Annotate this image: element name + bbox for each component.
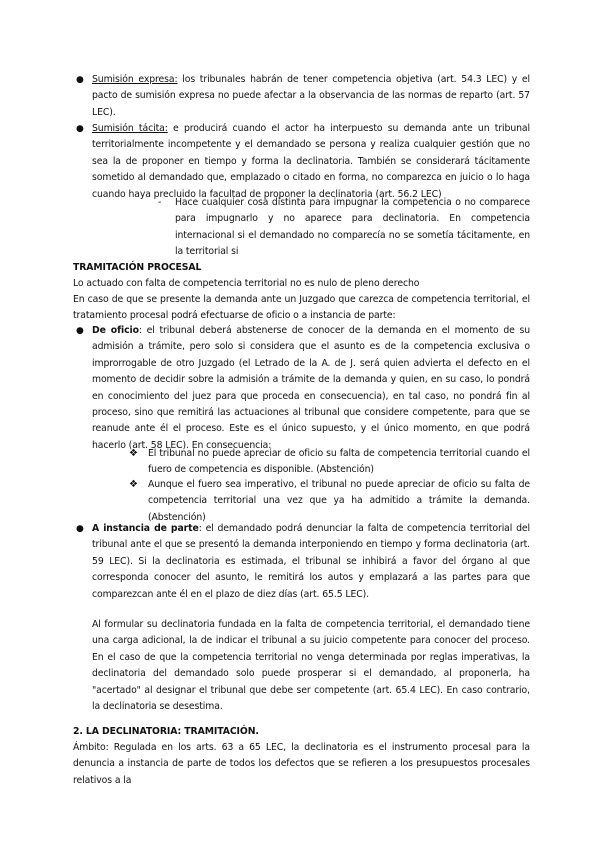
bullet-icon: ● [76,524,84,534]
paragraph-line: Lo actuado con falta de competencia territorial no es nulo de pleno derecho [73,278,420,289]
term-sumision-expresa: Sumisión expresa: [92,74,178,85]
paragraph-instancia-2: Al formular su declinatoria fundada en la falta de competencia territorial, el demandado tiene una carga adicional, la de indicar el tribunal a su juicio competente para conocer del proceso. En el caso de que la competencia territorial no venga determinada por reglas imperativas, la declinatoria del demandado solo puede prosperar si el demandado, al proponerla, ha "acertado" al designar el tribunal que debe ser competente (art. 65.4 LEC). En caso contrario, la declinatoria se desestima. [92,619,530,713]
dash-icon: - [158,197,162,208]
diamond-bullet-icon: ❖ [129,448,138,459]
section-heading-tramitacion: TRAMITACIÓN PROCESAL [73,262,202,273]
list-item-de-oficio [76,323,531,454]
subitem-text: El tribunal no puede apreciar de oficio su falta de competencia territorial cuando el fuero de competencia es disponible. (Abstención) [148,448,530,476]
bullet-icon: ● [76,124,84,134]
bullet-icon: ● [76,75,84,85]
subitem-text: Aunque el fuero sea imperativo, el tribunal no puede apreciar de oficio su falta de competencia territorial una vez que ya ha admitido a trámite la demanda. (Abstención) [148,479,530,523]
bullet-icon: ● [76,326,84,336]
term-sumision-tacita: Sumisión tácita: [92,123,168,134]
list-item-sumision-tacita [76,121,531,203]
term-de-oficio: De oficio [92,325,139,336]
sublist-item [129,446,530,479]
section-heading-declinatoria: 2. LA DECLINATORIA: TRAMITACIÓN. [73,726,259,737]
list-item-sumision-expresa [76,72,530,121]
sublist-item [129,477,530,526]
sumision-expresa-text: los tribunales habrán de tener competencia objetiva (art. 54.3 LEC) y el pacto de sumisión expresa no puede afectar a la observancia de las normas de reparto (art. 57 LEC). [92,74,530,118]
dash-list-item [158,195,530,261]
sumision-tacita-text: e producirá cuando el actor ha interpuesto su demanda ante un tribunal territorialmente incompetente y el demandado se persona y realiza cualquier gestión que no sea la de proponer en tiempo y forma la declinatoria. También se considerará tácitamente sometido al demandado que, emplazado o citado en forma, no comparezca en juicio o lo haga cuando haya precluido la facultad de proponer la declinatoria (art. 56.2 LEC) [92,123,531,200]
paragraph-intro: En caso de que se presente la demanda ante un Juzgado que carezca de competencia territorial, el tratamiento procesal podrá efectuarse de oficio o a instancia de parte: [73,294,530,322]
paragraph-ambito: Ámbito: Regulada en los arts. 63 a 65 LEC, la declinatoria es el instrumento procesal para la denuncia a instancia de parte de todos los defectos que se refieren a los presupuestos procesales relativos a la [73,742,530,786]
dash-item-text: Hace cualquier cosa distinta para impugnar la competencia o no comparece para impugnarlo y no aparece para declinatoria. En competencia internacional si el demandado no comparecía no se sometía tácitamente, en la territorial si [175,197,530,258]
diamond-bullet-icon: ❖ [129,479,138,490]
term-instancia-de-parte: A instancia de parte [92,523,199,534]
de-oficio-text: : el tribunal deberá abstenerse de conocer de la demanda en el momento de su admisión a trámite, pero solo si considera que el asunto es de la competencia exclusiva o improrrogable de otro Juzgado (el Letrado de la A. de J. será quien advierta el defecto en el momento de decidir sobre la admisión a trámite de la demanda y quien, en su caso, lo pondrá en conocimiento del juez para que proceda en consecuencia), en tal caso, no pondrá fin al proceso, sino que remitirá las actuaciones al tribunal que considere competente, para que se reanude ante él el proceso. Este es el único supuesto, y el único momento, en que podrá hacerlo (art. 58 LEC). En consecuencia: [92,325,531,451]
list-item-instancia-de-parte [76,521,530,603]
instancia-text: : el demandado podrá denunciar la falta de competencia territorial del tribunal ante el que se presentó la demanda interponiendo en tiempo y forma declinatoria (art. 59 LEC). Si la declinatoria es estimada, el tribunal se inhibirá a favor del órgano al que corresponda conocer del asunto, le remitirá los autos y emplazará a las partes para que comparezcan ante él en el plazo de diez días (art. 65.5 LEC). [92,523,530,600]
